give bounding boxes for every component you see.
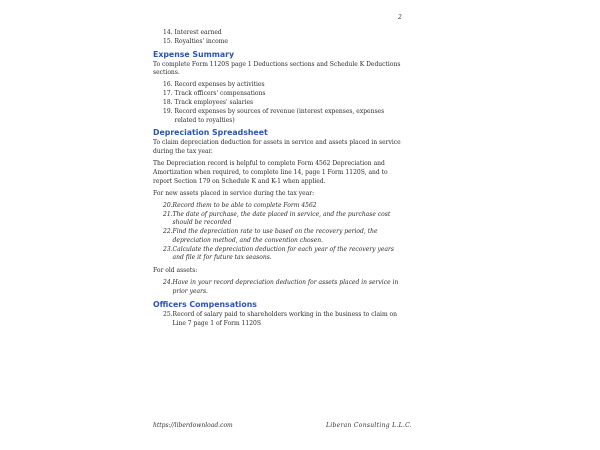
footer-company: Liberan Consulting L.L.C.	[326, 422, 412, 429]
depreciation-para-3: For new assets placed in service during the tax year:	[153, 189, 315, 197]
item-text: The date of purchase, the date placed in service, and the purchase cost should be recorded	[172, 210, 391, 227]
depreciation-para-1: To claim depreciation deduction for assets in service and assets placed in service during the tax year.	[153, 139, 401, 156]
page-content	[153, 29, 408, 328]
item-number: 24.	[163, 279, 173, 287]
list-item	[163, 81, 398, 90]
footer-url: https://liberdownload.com	[153, 422, 233, 429]
item-text: Record expenses by sources of revenue (interest expenses, expenses related to royalties)	[174, 107, 385, 124]
item-number: 23.	[163, 245, 173, 253]
page-number: 2	[398, 14, 402, 21]
item-number: 14.	[163, 29, 175, 36]
list-item	[163, 228, 403, 246]
item-text: Record them to be able to complete Form 4562	[172, 201, 317, 209]
item-number: 18.	[163, 98, 175, 106]
item-text: Royalties' income	[174, 37, 228, 45]
officers-list	[153, 311, 408, 329]
item-text: Track officers' compensations	[174, 90, 266, 98]
item-text: Record expenses by activities	[174, 81, 265, 89]
depreciation-old-assets-list	[153, 279, 408, 297]
item-text: Find the depreciation rate to use based on the recovery period, the depreciation method, and the convention chosen.	[172, 228, 378, 244]
expense-list	[153, 81, 408, 125]
item-number: 16.	[163, 81, 175, 89]
item-number: 15.	[163, 37, 175, 45]
list-item	[163, 99, 398, 108]
list-item	[163, 108, 398, 126]
list-item	[163, 279, 403, 297]
item-text: Record of salary paid to shareholders working in the business to claim on Line 7 page 1 of Form 1120S	[172, 310, 398, 327]
item-number: 20.	[163, 201, 173, 209]
depreciation-para-2: The Depreciation record is helpful to complete Form 4562 Depreciation and Amortization when required, to complete line 14, page 1 Form 1120S, and to report Section 179 on Schedule K and K-1 when applied.	[153, 160, 388, 185]
item-text: Have in your record depreciation deduction for assets placed in service in prior years.	[172, 279, 399, 296]
item-number: 25.	[163, 310, 173, 318]
income-list	[153, 29, 408, 47]
list-item	[163, 311, 403, 329]
list-item	[163, 29, 398, 38]
item-text: Calculate the depreciation deduction for each year of the recovery years and file it for future tax seasons.	[172, 245, 394, 262]
depreciation-new-assets-list	[153, 202, 408, 264]
list-item	[163, 90, 398, 99]
list-item	[163, 38, 398, 47]
item-number: 19.	[163, 107, 175, 115]
list-item	[163, 211, 403, 229]
list-item	[163, 246, 403, 264]
item-number: 22.	[163, 228, 173, 236]
expense-summary-heading: Expense Summary	[153, 49, 235, 59]
expense-summary-intro: To complete Form 1120S page 1 Deductions sections and Schedule K Deductions sections.	[153, 60, 401, 77]
officers-compensations-heading: Officers Compensations	[153, 299, 257, 309]
list-item	[163, 202, 403, 211]
depreciation-para-4: For old assets:	[153, 267, 198, 275]
item-text: Track employees' salaries	[174, 98, 254, 106]
item-number: 21.	[163, 210, 173, 218]
depreciation-heading: Depreciation Spreadsheet	[153, 128, 268, 138]
item-number: 17.	[163, 90, 175, 98]
item-text: Interest earned	[174, 29, 222, 36]
